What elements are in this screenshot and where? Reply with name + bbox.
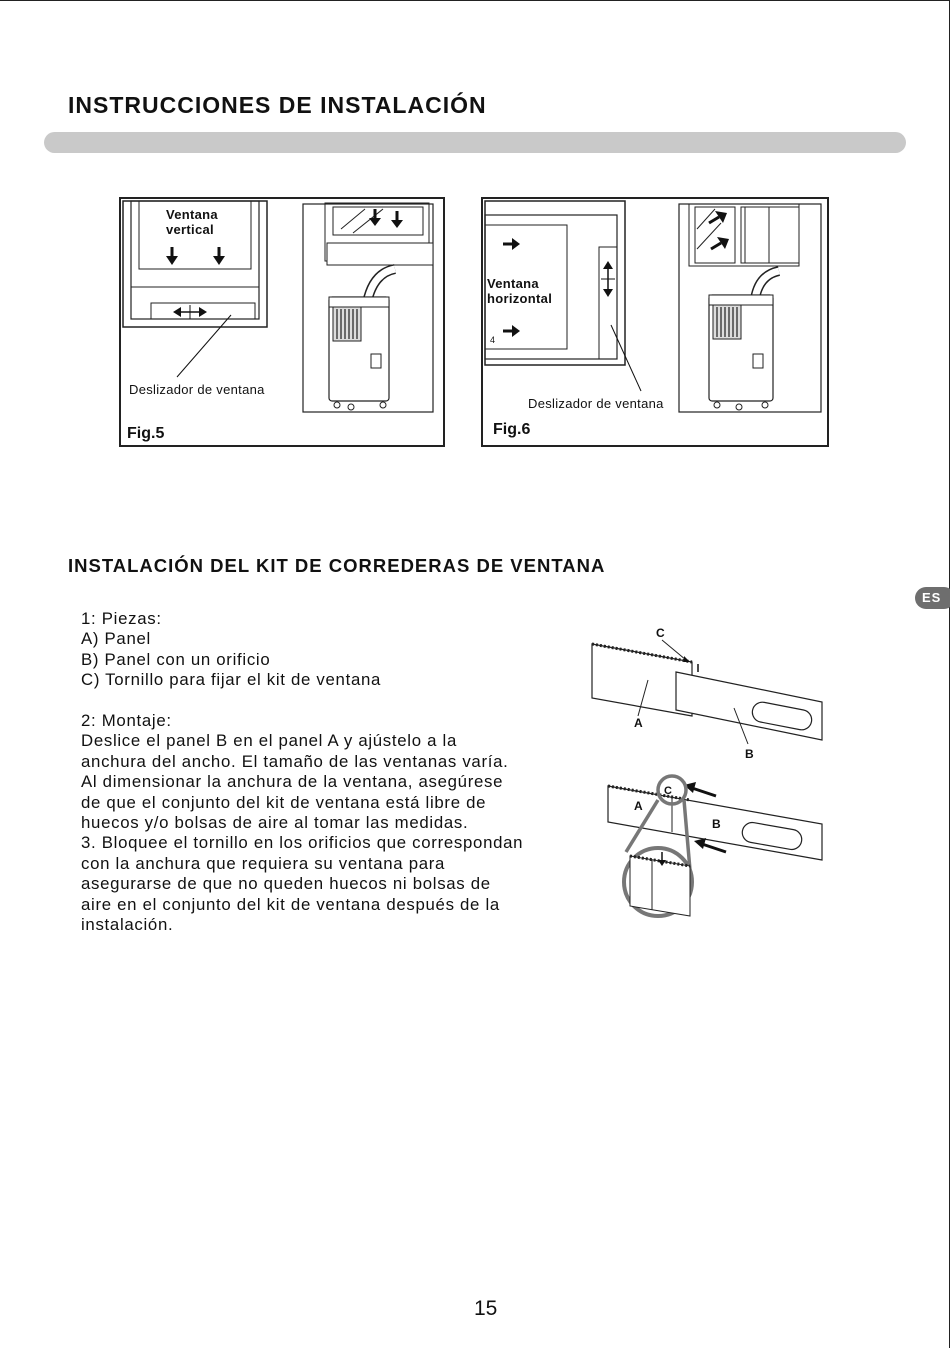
double-arrow-vertical-icon [601,261,615,297]
paragraph-gap [81,691,571,711]
language-badge: ES [915,587,950,609]
installation-instructions [81,609,571,935]
kit-label-b-top: B [745,747,754,761]
figure-6-label-line2: horizontal [487,291,553,306]
part-c: C) Tornillo para fijar el kit de ventana [81,670,382,690]
assembly-line: huecos y/o bolsas de aire al tomar las medidas. [81,813,469,833]
assembly-line: con la anchura que requiera su ventana para [81,853,446,873]
arrow-right-icon [503,325,520,337]
window-kit-diagram [580,620,840,930]
figure-5-label-line2: vertical [166,222,214,237]
assembly-heading: 2: Montaje: [81,711,172,731]
assembly-line: de que el conjunto del kit de ventana está libre de [81,792,487,812]
figure-6-label-line1: Ventana [487,276,539,291]
figure-5-number: Fig.5 [127,425,165,442]
assembly-line: asegurarse de que no queden huecos ni bolsas de [81,874,491,894]
kit-label-c-top: C [656,626,665,640]
page-title: INSTRUCCIONES DE INSTALACIÓN [68,92,487,118]
panel-b-top [676,672,822,740]
section-title: INSTALACIÓN DEL KIT DE CORREDERAS DE VENTANA [68,555,606,576]
assembly-line: instalación. [81,915,174,935]
figure-6-number: Fig.6 [493,421,531,438]
assembly-line: 3. Bloquee el tornillo en los orificios que correspondan [81,833,524,853]
figure-6-horizontal-window [481,197,829,447]
parts-heading: 1: Piezas: [81,609,162,628]
figure-5-slider-label: Deslizador de ventana [129,382,265,397]
assembly-line: aire en el conjunto del kit de ventana después de la [81,894,500,914]
figure-6-slider-label: Deslizador de ventana [528,396,664,411]
page-number: 15 [474,1297,498,1320]
arrow-down-icon [166,247,178,265]
assembly-line: anchura del ancho. El tamaño de las ventanas varía. [81,751,509,771]
double-arrow-horizontal-icon [173,305,207,319]
page-top-border [0,0,950,1]
kit-label-b-bottom: B [712,817,721,831]
figure-5-label-line1: Ventana [166,207,218,222]
figure-6-small-number: 4 [490,335,496,345]
arrow-right-icon [503,238,520,250]
title-underline-bar [44,132,906,153]
kit-label-a-top: A [634,716,643,730]
assembly-line: Al dimensionar la anchura de la ventana, asegúrese [81,772,504,792]
arrow-down-icon [213,247,225,265]
kit-label-a-bottom: A [634,799,643,813]
kit-label-c-bottom: C [664,785,672,797]
part-b: B) Panel con un orificio [81,649,271,669]
push-arrow-icon [684,782,716,796]
assembly-line: Deslice el panel B en el panel A y ajústelo a la [81,731,457,751]
part-a: A) Panel [81,629,151,649]
figure-5-vertical-window [119,197,445,447]
